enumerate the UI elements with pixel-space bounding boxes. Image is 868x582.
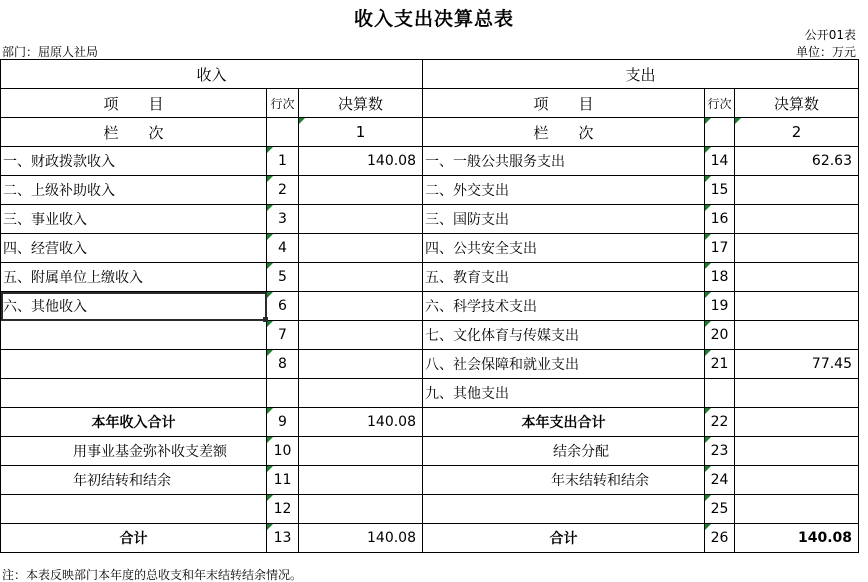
income-label-cell[interactable]: [1, 321, 267, 350]
blank-expense-row-no[interactable]: 25: [705, 495, 735, 524]
expense-label-cell[interactable]: 六、科学技术支出: [423, 292, 705, 321]
income-total-amount[interactable]: 140.08: [299, 408, 423, 437]
grand-total-income-row-no[interactable]: 13: [267, 524, 299, 553]
expense-amount-cell[interactable]: [735, 234, 859, 263]
expense-label-cell[interactable]: 二、外交支出: [423, 176, 705, 205]
form-code: 公开01表: [804, 28, 856, 42]
expense-total-amount[interactable]: [735, 408, 859, 437]
expense-row-no[interactable]: 21: [705, 350, 735, 379]
expense-row-no[interactable]: 15: [705, 176, 735, 205]
unit-label: 单位：万元: [795, 45, 856, 59]
budget-table: [0, 59, 859, 553]
income-row-no[interactable]: 1: [267, 147, 299, 176]
income-label-cell[interactable]: 四、经营收入: [1, 234, 267, 263]
blank-expense-amount[interactable]: [735, 495, 859, 524]
income-row-no[interactable]: 8: [267, 350, 299, 379]
income-label-cell[interactable]: 三、事业收入: [1, 205, 267, 234]
expense-total-label[interactable]: 本年支出合计: [423, 408, 705, 437]
ending-balance-row-no[interactable]: 24: [705, 466, 735, 495]
income-section-header[interactable]: 收入: [1, 60, 423, 89]
expense-row-no[interactable]: [705, 379, 735, 408]
expense-column-row-cell[interactable]: [705, 118, 735, 147]
income-label-cell[interactable]: 一、财政拨款收入: [1, 147, 267, 176]
expense-amount-cell[interactable]: [735, 292, 859, 321]
income-label-cell[interactable]: 五、附属单位上缴收入: [1, 263, 267, 292]
footnote: 注：本表反映部门本年度的总收支和年末结转结余情况。: [2, 568, 303, 582]
grand-total-income-amount[interactable]: 140.08: [299, 524, 423, 553]
income-amount-cell[interactable]: [299, 263, 423, 292]
surplus-distribution-row-no[interactable]: 23: [705, 437, 735, 466]
income-row-no[interactable]: 6: [267, 292, 299, 321]
income-row-header[interactable]: 行次: [267, 89, 299, 118]
cell-fill-handle[interactable]: [263, 317, 268, 322]
expense-amount-cell[interactable]: 62.63: [735, 147, 859, 176]
ending-balance-amount[interactable]: [735, 466, 859, 495]
income-label-cell[interactable]: [1, 379, 267, 408]
income-total-row-no[interactable]: 9: [267, 408, 299, 437]
income-amount-cell[interactable]: [299, 379, 423, 408]
grand-total-expense-row-no[interactable]: 26: [705, 524, 735, 553]
blank-income-amount[interactable]: [299, 495, 423, 524]
income-label-cell[interactable]: 二、上级补助收入: [1, 176, 267, 205]
beginning-balance-amount[interactable]: [299, 466, 423, 495]
income-item-header[interactable]: 项 目: [1, 89, 267, 118]
beginning-balance-label[interactable]: 年初结转和结余: [1, 466, 267, 495]
ending-balance-label[interactable]: 年末结转和结余: [423, 466, 705, 495]
income-total-label[interactable]: 本年收入合计: [1, 408, 267, 437]
expense-column-number[interactable]: 2: [735, 118, 859, 147]
income-amount-cell[interactable]: [299, 234, 423, 263]
expense-label-cell[interactable]: 七、文化体育与传媒支出: [423, 321, 705, 350]
income-amount-cell[interactable]: [299, 176, 423, 205]
income-row-no[interactable]: [267, 379, 299, 408]
income-amount-cell[interactable]: [299, 321, 423, 350]
fund-offset-amount[interactable]: [299, 437, 423, 466]
income-label-cell[interactable]: [1, 350, 267, 379]
expense-total-row-no[interactable]: 22: [705, 408, 735, 437]
income-row-no[interactable]: 2: [267, 176, 299, 205]
expense-amount-cell[interactable]: 77.45: [735, 350, 859, 379]
beginning-balance-row-no[interactable]: 11: [267, 466, 299, 495]
income-column-row-cell[interactable]: [267, 118, 299, 147]
expense-amount-cell[interactable]: [735, 321, 859, 350]
grand-total-expense-amount[interactable]: 140.08: [735, 524, 859, 553]
expense-amount-cell[interactable]: [735, 205, 859, 234]
income-row-no[interactable]: 7: [267, 321, 299, 350]
expense-label-cell[interactable]: 一、一般公共服务支出: [423, 147, 705, 176]
expense-amount-cell[interactable]: [735, 379, 859, 408]
report-title: 收入支出决算总表: [353, 8, 514, 30]
expense-row-no[interactable]: 17: [705, 234, 735, 263]
income-row-no[interactable]: 4: [267, 234, 299, 263]
expense-label-cell[interactable]: 三、国防支出: [423, 205, 705, 234]
income-amount-cell[interactable]: 140.08: [299, 147, 423, 176]
expense-row-no[interactable]: 16: [705, 205, 735, 234]
grand-total-income-label[interactable]: 合计: [1, 524, 267, 553]
expense-section-header[interactable]: 支出: [423, 60, 859, 89]
income-amount-header[interactable]: 决算数: [299, 89, 423, 118]
income-row-no[interactable]: 3: [267, 205, 299, 234]
income-row-no[interactable]: 5: [267, 263, 299, 292]
surplus-distribution-label[interactable]: 结余分配: [423, 437, 705, 466]
expense-label-cell[interactable]: 五、教育支出: [423, 263, 705, 292]
expense-row-header[interactable]: 行次: [705, 89, 735, 118]
income-column-number[interactable]: 1: [299, 118, 423, 147]
blank-income-row-no[interactable]: 12: [267, 495, 299, 524]
income-label-cell-selected[interactable]: 六、其他收入: [1, 292, 267, 321]
expense-label-cell[interactable]: 八、社会保障和就业支出: [423, 350, 705, 379]
income-amount-cell[interactable]: [299, 292, 423, 321]
income-amount-cell[interactable]: [299, 350, 423, 379]
expense-amount-header[interactable]: 决算数: [735, 89, 859, 118]
income-amount-cell[interactable]: [299, 205, 423, 234]
fund-offset-label[interactable]: 用事业基金弥补收支差额: [1, 437, 267, 466]
expense-label-cell[interactable]: 四、公共安全支出: [423, 234, 705, 263]
department-label: 部门：屈原人社局: [2, 45, 99, 59]
expense-item-header[interactable]: 项 目: [423, 89, 705, 118]
expense-row-no[interactable]: 18: [705, 263, 735, 292]
blank-expense-label[interactable]: [423, 495, 705, 524]
expense-row-no[interactable]: 19: [705, 292, 735, 321]
blank-income-label[interactable]: [1, 495, 267, 524]
expense-amount-cell[interactable]: [735, 176, 859, 205]
fund-offset-row-no[interactable]: 10: [267, 437, 299, 466]
grand-total-expense-label[interactable]: 合计: [423, 524, 705, 553]
income-column-label[interactable]: 栏 次: [1, 118, 267, 147]
expense-label-cell[interactable]: 九、其他支出: [423, 379, 705, 408]
surplus-distribution-amount[interactable]: [735, 437, 859, 466]
expense-amount-cell[interactable]: [735, 263, 859, 292]
expense-row-no[interactable]: 20: [705, 321, 735, 350]
expense-column-label[interactable]: 栏 次: [423, 118, 705, 147]
expense-row-no[interactable]: 14: [705, 147, 735, 176]
